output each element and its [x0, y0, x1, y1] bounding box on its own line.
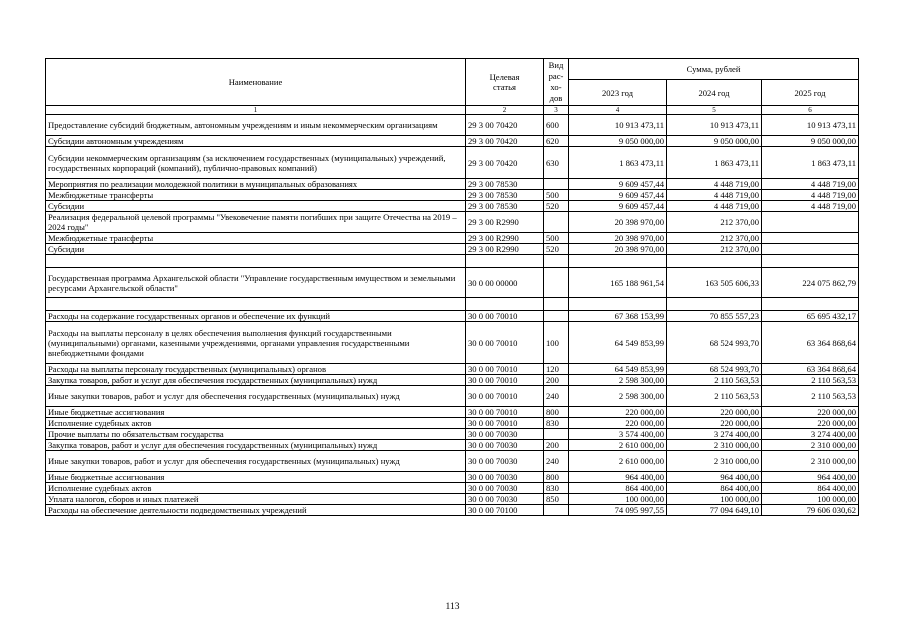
row-sum-2025: 2 110 563,53	[762, 386, 859, 407]
row-name: Субсидии	[46, 244, 466, 255]
row-name: Субсидии некоммерческим организациям (за исключением государственных (муниципальных) учреждений, государственных корпораций (компаний), публично-правовых компаний)	[46, 147, 466, 179]
row-sum-2024: 864 400,00	[667, 483, 762, 494]
row-target-article: 29 3 00 70420	[466, 115, 544, 136]
row-expense-kind	[544, 505, 569, 516]
row-name: Субсидии автономным учреждениям	[46, 136, 466, 147]
row-sum-2025: 2 110 563,53	[762, 375, 859, 386]
row-name: Межбюджетные трансферты	[46, 233, 466, 244]
row-name: Расходы на обеспечение деятельности подведомственных учреждений	[46, 505, 466, 516]
empty-cell	[46, 255, 466, 268]
row-target-article: 30 0 00 70100	[466, 505, 544, 516]
spacer-row	[46, 298, 859, 311]
empty-cell	[466, 298, 544, 311]
row-target-article: 30 0 00 70030	[466, 440, 544, 451]
row-target-article: 30 0 00 70010	[466, 386, 544, 407]
row-sum-2025: 220 000,00	[762, 407, 859, 418]
empty-cell	[667, 298, 762, 311]
row-sum-2025: 63 364 868,64	[762, 364, 859, 375]
empty-cell	[762, 298, 859, 311]
row-target-article: 30 0 00 70030	[466, 429, 544, 440]
row-sum-2025: 4 448 719,00	[762, 179, 859, 190]
row-name: Реализация федеральной целевой программы "Увековечение памяти погибших при защите Отечества на 2019 – 2024 годы"	[46, 212, 466, 233]
row-sum-2023: 864 400,00	[569, 483, 667, 494]
row-name: Расходы на содержание государственных органов и обеспечение их функций	[46, 311, 466, 322]
row-name: Закупка товаров, работ и услуг для обеспечения государственных (муниципальных) нужд	[46, 440, 466, 451]
row-sum-2023: 165 188 961,54	[569, 268, 667, 298]
table-row	[46, 311, 859, 322]
row-sum-2023: 9 050 000,00	[569, 136, 667, 147]
table-row	[46, 136, 859, 147]
row-name: Иные закупки товаров, работ и услуг для обеспечения государственных (муниципальных) нужд	[46, 451, 466, 472]
row-name: Государственная программа Архангельской области "Управление государственным имуществом и земельными ресурсами Архангельской области"	[46, 268, 466, 298]
row-name: Субсидии	[46, 201, 466, 212]
row-target-article: 30 0 00 70030	[466, 494, 544, 505]
row-expense-kind: 500	[544, 190, 569, 201]
table-body	[46, 115, 859, 516]
header-expense-kind: Вид рас- хо- дов	[544, 59, 569, 106]
row-expense-kind: 620	[544, 136, 569, 147]
row-sum-2023: 67 368 153,99	[569, 311, 667, 322]
row-name: Закупка товаров, работ и услуг для обеспечения государственных (муниципальных) нужд	[46, 375, 466, 386]
row-target-article: 30 0 00 70010	[466, 322, 544, 364]
row-expense-kind	[544, 311, 569, 322]
row-sum-2023: 20 398 970,00	[569, 212, 667, 233]
row-sum-2023: 964 400,00	[569, 472, 667, 483]
table-row	[46, 190, 859, 201]
row-sum-2025: 100 000,00	[762, 494, 859, 505]
empty-cell	[569, 255, 667, 268]
row-expense-kind: 240	[544, 386, 569, 407]
header-name: Наименование	[46, 59, 466, 106]
row-sum-2025: 4 448 719,00	[762, 201, 859, 212]
column-index: 3	[544, 106, 569, 115]
row-sum-2024: 2 110 563,53	[667, 386, 762, 407]
row-sum-2024: 70 855 557,23	[667, 311, 762, 322]
row-sum-2024: 1 863 473,11	[667, 147, 762, 179]
row-sum-2025	[762, 233, 859, 244]
row-expense-kind	[544, 429, 569, 440]
row-sum-2023: 9 609 457,44	[569, 201, 667, 212]
table-row	[46, 407, 859, 418]
row-name: Иные закупки товаров, работ и услуг для обеспечения государственных (муниципальных) нужд	[46, 386, 466, 407]
table-row	[46, 147, 859, 179]
row-target-article: 29 3 00 70420	[466, 136, 544, 147]
row-name: Исполнение судебных актов	[46, 418, 466, 429]
row-target-article: 29 3 00 78530	[466, 179, 544, 190]
row-sum-2024: 4 448 719,00	[667, 179, 762, 190]
row-expense-kind: 200	[544, 375, 569, 386]
row-sum-2025: 63 364 868,64	[762, 322, 859, 364]
row-name: Исполнение судебных актов	[46, 483, 466, 494]
row-name: Расходы на выплаты персоналу государственных (муниципальных) органов	[46, 364, 466, 375]
row-sum-2023: 100 000,00	[569, 494, 667, 505]
table-row	[46, 483, 859, 494]
header-sum: Сумма, рублей	[569, 59, 859, 80]
table-row	[46, 451, 859, 472]
row-sum-2025: 224 075 862,79	[762, 268, 859, 298]
header-year-2023: 2023 год	[569, 80, 667, 106]
row-sum-2024: 220 000,00	[667, 407, 762, 418]
budget-table	[45, 58, 859, 516]
row-sum-2024: 2 310 000,00	[667, 451, 762, 472]
empty-cell	[466, 255, 544, 268]
row-sum-2023: 74 095 997,55	[569, 505, 667, 516]
row-expense-kind	[544, 268, 569, 298]
row-expense-kind: 830	[544, 418, 569, 429]
row-expense-kind	[544, 212, 569, 233]
row-name: Предоставление субсидий бюджетным, автономным учреждениям и иным некоммерческим организациям	[46, 115, 466, 136]
row-sum-2023: 9 609 457,44	[569, 190, 667, 201]
row-sum-2025: 9 050 000,00	[762, 136, 859, 147]
row-sum-2025: 964 400,00	[762, 472, 859, 483]
row-expense-kind: 630	[544, 147, 569, 179]
table-row	[46, 201, 859, 212]
header-target-article: Целевая статья	[466, 59, 544, 106]
row-sum-2023: 3 574 400,00	[569, 429, 667, 440]
row-sum-2025: 3 274 400,00	[762, 429, 859, 440]
row-target-article: 30 0 00 70030	[466, 483, 544, 494]
table-row	[46, 375, 859, 386]
row-target-article: 29 3 00 78530	[466, 201, 544, 212]
row-name: Расходы на выплаты персоналу в целях обеспечения выполнения функций государственными (муниципальными) органами, казенными учреждениями, органами управления государственными внебюджетными фондами	[46, 322, 466, 364]
row-sum-2024: 2 310 000,00	[667, 440, 762, 451]
row-sum-2023: 9 609 457,44	[569, 179, 667, 190]
row-name: Уплата налогов, сборов и иных платежей	[46, 494, 466, 505]
row-sum-2024: 212 370,00	[667, 244, 762, 255]
table-row	[46, 244, 859, 255]
row-sum-2025: 65 695 432,17	[762, 311, 859, 322]
row-name: Иные бюджетные ассигнования	[46, 407, 466, 418]
row-sum-2024: 10 913 473,11	[667, 115, 762, 136]
row-sum-2025	[762, 212, 859, 233]
row-sum-2024: 68 524 993,70	[667, 364, 762, 375]
row-sum-2023: 10 913 473,11	[569, 115, 667, 136]
table-row	[46, 429, 859, 440]
table-row	[46, 212, 859, 233]
row-sum-2024: 4 448 719,00	[667, 190, 762, 201]
row-sum-2025	[762, 244, 859, 255]
column-index: 6	[762, 106, 859, 115]
table-row	[46, 233, 859, 244]
row-expense-kind: 600	[544, 115, 569, 136]
table-row	[46, 386, 859, 407]
row-expense-kind: 240	[544, 451, 569, 472]
row-sum-2023: 20 398 970,00	[569, 244, 667, 255]
row-sum-2023: 1 863 473,11	[569, 147, 667, 179]
row-sum-2024: 163 505 606,33	[667, 268, 762, 298]
row-expense-kind: 520	[544, 201, 569, 212]
row-sum-2025: 220 000,00	[762, 418, 859, 429]
table-row	[46, 364, 859, 375]
row-sum-2023: 20 398 970,00	[569, 233, 667, 244]
table-row	[46, 418, 859, 429]
row-expense-kind: 500	[544, 233, 569, 244]
table-row	[46, 440, 859, 451]
row-name: Иные бюджетные ассигнования	[46, 472, 466, 483]
row-name: Мероприятия по реализации молодежной политики в муниципальных образованиях	[46, 179, 466, 190]
row-sum-2023: 2 598 300,00	[569, 386, 667, 407]
table-row	[46, 494, 859, 505]
row-name: Межбюджетные трансферты	[46, 190, 466, 201]
row-expense-kind	[544, 179, 569, 190]
row-sum-2023: 220 000,00	[569, 407, 667, 418]
row-sum-2023: 2 610 000,00	[569, 440, 667, 451]
row-sum-2024: 220 000,00	[667, 418, 762, 429]
row-sum-2024: 4 448 719,00	[667, 201, 762, 212]
row-sum-2024: 2 110 563,53	[667, 375, 762, 386]
row-sum-2025: 2 310 000,00	[762, 440, 859, 451]
row-sum-2025: 10 913 473,11	[762, 115, 859, 136]
table-row	[46, 472, 859, 483]
table-row	[46, 179, 859, 190]
row-expense-kind: 830	[544, 483, 569, 494]
row-sum-2023: 64 549 853,99	[569, 322, 667, 364]
table-row	[46, 268, 859, 298]
empty-cell	[762, 255, 859, 268]
row-sum-2024: 3 274 400,00	[667, 429, 762, 440]
row-sum-2023: 64 549 853,99	[569, 364, 667, 375]
page-number: 113	[445, 602, 460, 612]
row-target-article: 30 0 00 70010	[466, 375, 544, 386]
row-expense-kind: 100	[544, 322, 569, 364]
header-year-2024: 2024 год	[667, 80, 762, 106]
row-sum-2025: 864 400,00	[762, 483, 859, 494]
row-expense-kind: 200	[544, 440, 569, 451]
row-sum-2024: 100 000,00	[667, 494, 762, 505]
row-target-article: 30 0 00 00000	[466, 268, 544, 298]
column-index: 5	[667, 106, 762, 115]
empty-cell	[46, 298, 466, 311]
row-expense-kind: 520	[544, 244, 569, 255]
row-name: Прочие выплаты по обязательствам государства	[46, 429, 466, 440]
empty-cell	[544, 298, 569, 311]
row-sum-2024: 9 050 000,00	[667, 136, 762, 147]
row-sum-2024: 212 370,00	[667, 212, 762, 233]
empty-cell	[544, 255, 569, 268]
row-target-article: 30 0 00 70030	[466, 472, 544, 483]
row-target-article: 29 3 00 R2990	[466, 233, 544, 244]
row-target-article: 30 0 00 70010	[466, 364, 544, 375]
table-row	[46, 505, 859, 516]
row-sum-2025: 2 310 000,00	[762, 451, 859, 472]
row-sum-2025: 79 606 030,62	[762, 505, 859, 516]
row-sum-2025: 1 863 473,11	[762, 147, 859, 179]
row-target-article: 29 3 00 R2990	[466, 212, 544, 233]
row-sum-2024: 212 370,00	[667, 233, 762, 244]
row-sum-2024: 964 400,00	[667, 472, 762, 483]
row-target-article: 29 3 00 70420	[466, 147, 544, 179]
row-sum-2023: 220 000,00	[569, 418, 667, 429]
row-sum-2024: 77 094 649,10	[667, 505, 762, 516]
header-year-2025: 2025 год	[762, 80, 859, 106]
empty-cell	[667, 255, 762, 268]
row-expense-kind: 120	[544, 364, 569, 375]
row-expense-kind: 800	[544, 472, 569, 483]
row-expense-kind: 850	[544, 494, 569, 505]
row-target-article: 30 0 00 70010	[466, 311, 544, 322]
table-row	[46, 322, 859, 364]
spacer-row	[46, 255, 859, 268]
row-target-article: 30 0 00 70010	[466, 418, 544, 429]
column-index-row	[46, 106, 859, 115]
column-index: 1	[46, 106, 466, 115]
column-index: 2	[466, 106, 544, 115]
row-sum-2025: 4 448 719,00	[762, 190, 859, 201]
row-sum-2023: 2 610 000,00	[569, 451, 667, 472]
row-target-article: 30 0 00 70010	[466, 407, 544, 418]
row-expense-kind: 800	[544, 407, 569, 418]
row-target-article: 29 3 00 78530	[466, 190, 544, 201]
row-target-article: 30 0 00 70030	[466, 451, 544, 472]
table-row	[46, 115, 859, 136]
row-sum-2023: 2 598 300,00	[569, 375, 667, 386]
column-index: 4	[569, 106, 667, 115]
row-sum-2024: 68 524 993,70	[667, 322, 762, 364]
row-target-article: 29 3 00 R2990	[466, 244, 544, 255]
empty-cell	[569, 298, 667, 311]
